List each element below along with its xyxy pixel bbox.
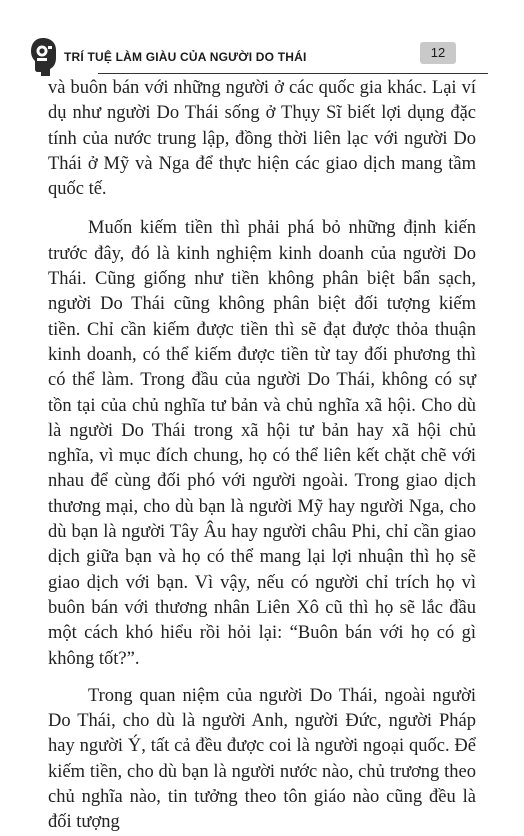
- page-body: [48, 76, 476, 836]
- paragraph-1: và buôn bán với những người ở các quốc gia khác. Lại ví dụ như người Do Thái sống ở Thụy Sĩ biết lợi dụng đặc tính của nước trung lập, đồng thời liên lạc với người Do Thái ở Mỹ và Nga để thực hiện các giao dịch mang tầm quốc tế.: [48, 78, 476, 200]
- paragraph-spacer: [48, 672, 476, 684]
- paragraph-2: Muốn kiếm tiền thì phải phá bỏ những định kiến trước đây, đó là kinh nghiệm kinh doanh của người Do Thái. Cũng giống như tiền không phân biệt bẩn sạch, người Do Thái cũng không phân biệt đối tượng kiếm tiền. Chỉ cần kiếm được tiền thì sẽ đạt được thỏa thuận kinh doanh, có thể kiếm được tiền từ tay đối phương thì có thể làm. Trong đầu của người Do Thái, không có sự tồn tại của chủ nghĩa tư bản và chủ nghĩa xã hội. Cho dù là người Do Thái trong xã hội tư bản hay xã hội chủ nghĩa, vì mục đích chung, họ có thể liên kết chặt chẽ với nhau để cùng đối phó với người ngoài. Trong giao dịch thương mại, cho dù bạn là người Mỹ hay người Nga, cho dù bạn là người Tây Âu hay người châu Phi, chỉ cần giao dịch giữa bạn và họ có thể mang lại lợi nhuận thì họ sẽ giao dịch với bạn. Vì vậy, nếu có người chỉ trích họ vì buôn bán với thương nhân Liên Xô cũ thì họ sẽ lắc đầu một cách khó hiểu rồi hỏi lại: “Buôn bán với họ có gì không tốt?”.: [48, 218, 476, 669]
- running-head-title: TRÍ TUỆ LÀM GIÀU CỦA NGƯỜI DO THÁI: [64, 50, 307, 64]
- paragraph-spacer: [48, 202, 476, 216]
- page-header: [28, 36, 488, 80]
- paragraph-3: Trong quan niệm của người Do Thái, ngoài người Do Thái, cho dù là người Anh, người Đức, người Pháp hay người Ý, tất cả đều được coi là người ngoại quốc. Để kiếm tiền, cho dù bạn là người nước nào, chủ trương theo chủ nghĩa nào, tin tưởng theo tôn giáo nào cũng đều là đối tượng: [48, 685, 476, 833]
- header-rule: [98, 73, 488, 74]
- head-silhouette-logo-icon: [28, 36, 58, 78]
- page-number: 12: [420, 42, 456, 64]
